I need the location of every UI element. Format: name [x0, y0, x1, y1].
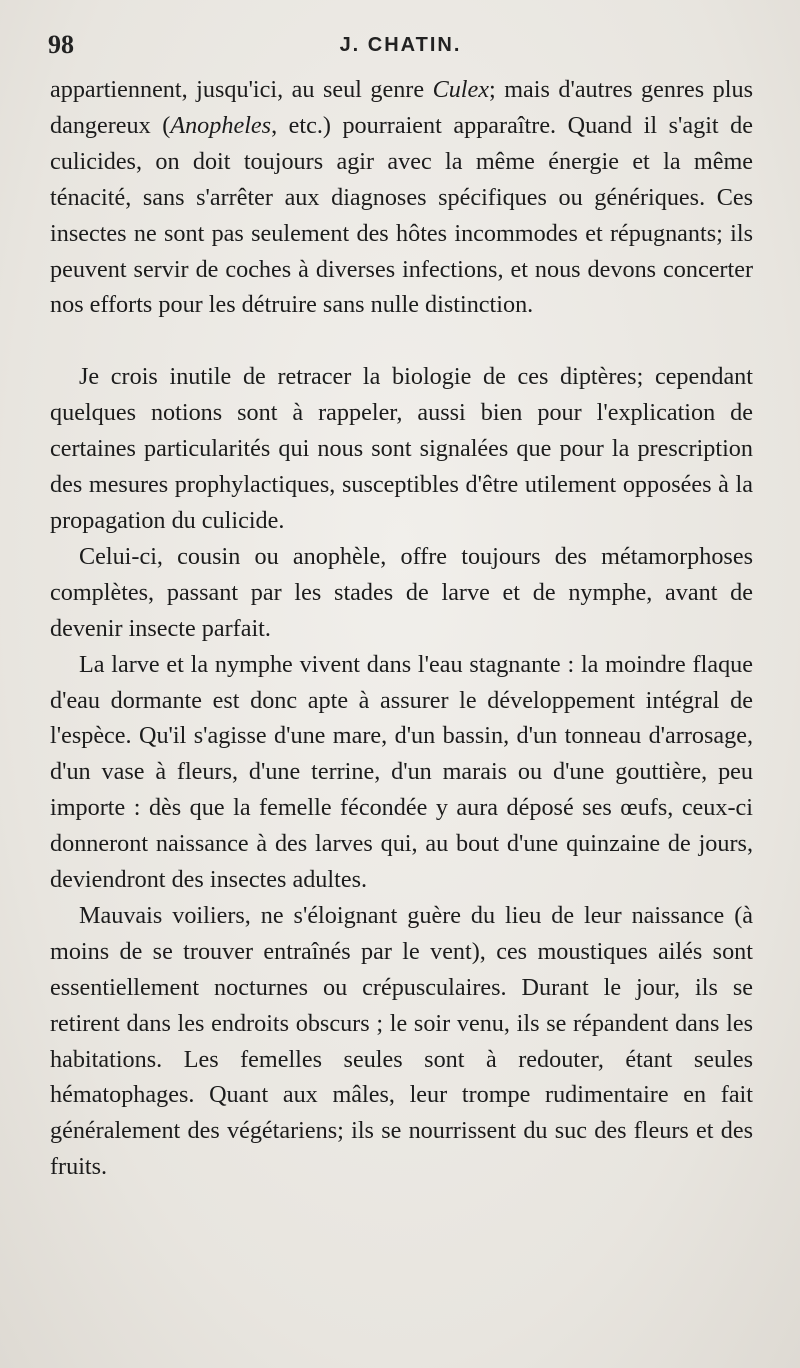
paragraph-5: Mauvais voiliers, ne s'éloignant guère du lieu de leur naissance (à moins de se trouver entraînés par le vent), ces moustiques ailés sont essentiellement nocturnes ou crépusculaires. Durant le jour, ils se retirent dans les endroits obscurs ; le soir venu, ils se répandent dans les habitations. Les femelles seules sont à redouter, étant seules hématophages. Quant aux mâles, leur trompe rudimentaire en fait généralement des végétariens; ils se nourrissent du suc des fleurs et des fruits. — [50, 901, 753, 1181]
genus-anopheles: Anopheles — [170, 111, 272, 139]
paragraph-1-text-c: , etc.) pourraient apparaître. Quand il s'agit de culicides, on doit toujours agir avec la même énergie et la même ténacité, sans s'arrêter aux diagnoses spécifiques ou génériques. Ces insectes ne sont pas seulement des hôtes incommodes et répugnants; ils peuvent servir de coches à diverses infections, et nous devons concerter nos efforts pour les détruire sans nulle distinction. — [50, 111, 753, 319]
page-header — [48, 30, 753, 64]
paragraph-4: La larve et la nymphe vivent dans l'eau stagnante : la moindre flaque d'eau dormante est donc apte à assurer le développement intégral de l'espèce. Qu'il s'agisse d'une mare, d'un bassin, d'un tonneau d'arrosage, d'un vase à fleurs, d'une terrine, d'un marais ou d'une gouttière, peu importe : dès que la femelle fécondée y aura déposé ses œufs, ceux-ci donneront naissance à des larves qui, au bout d'une quinzaine de jours, deviendront des insectes adultes. — [50, 650, 753, 894]
page-number: 98 — [48, 30, 74, 59]
paragraph-1-text-a: appartiennent, jusqu'ici, au seul genre — [50, 76, 433, 103]
genus-culex: Culex — [432, 76, 489, 103]
paragraph-2: Je crois inutile de retracer la biologie de ces diptères; cependant quelques notions sont à rappeler, aussi bien pour l'explication de certaines particularités qui nous sont signalées que pour la prescription des mesures prophylactiques, susceptibles d'être utilement opposées à la propagation du culicide. — [50, 363, 753, 534]
paragraph-1-text-b: ; mais d'autres genres plus dangereux ( — [50, 76, 753, 139]
body-text — [50, 72, 753, 1185]
paragraph-3: Celui-ci, cousin ou anophèle, offre toujours des métamorphoses complètes, passant par les stades de larve et de nymphe, avant de devenir insecte parfait. — [50, 542, 753, 642]
running-head: J. CHATIN. — [339, 34, 462, 56]
paragraph-1 — [50, 72, 753, 323]
